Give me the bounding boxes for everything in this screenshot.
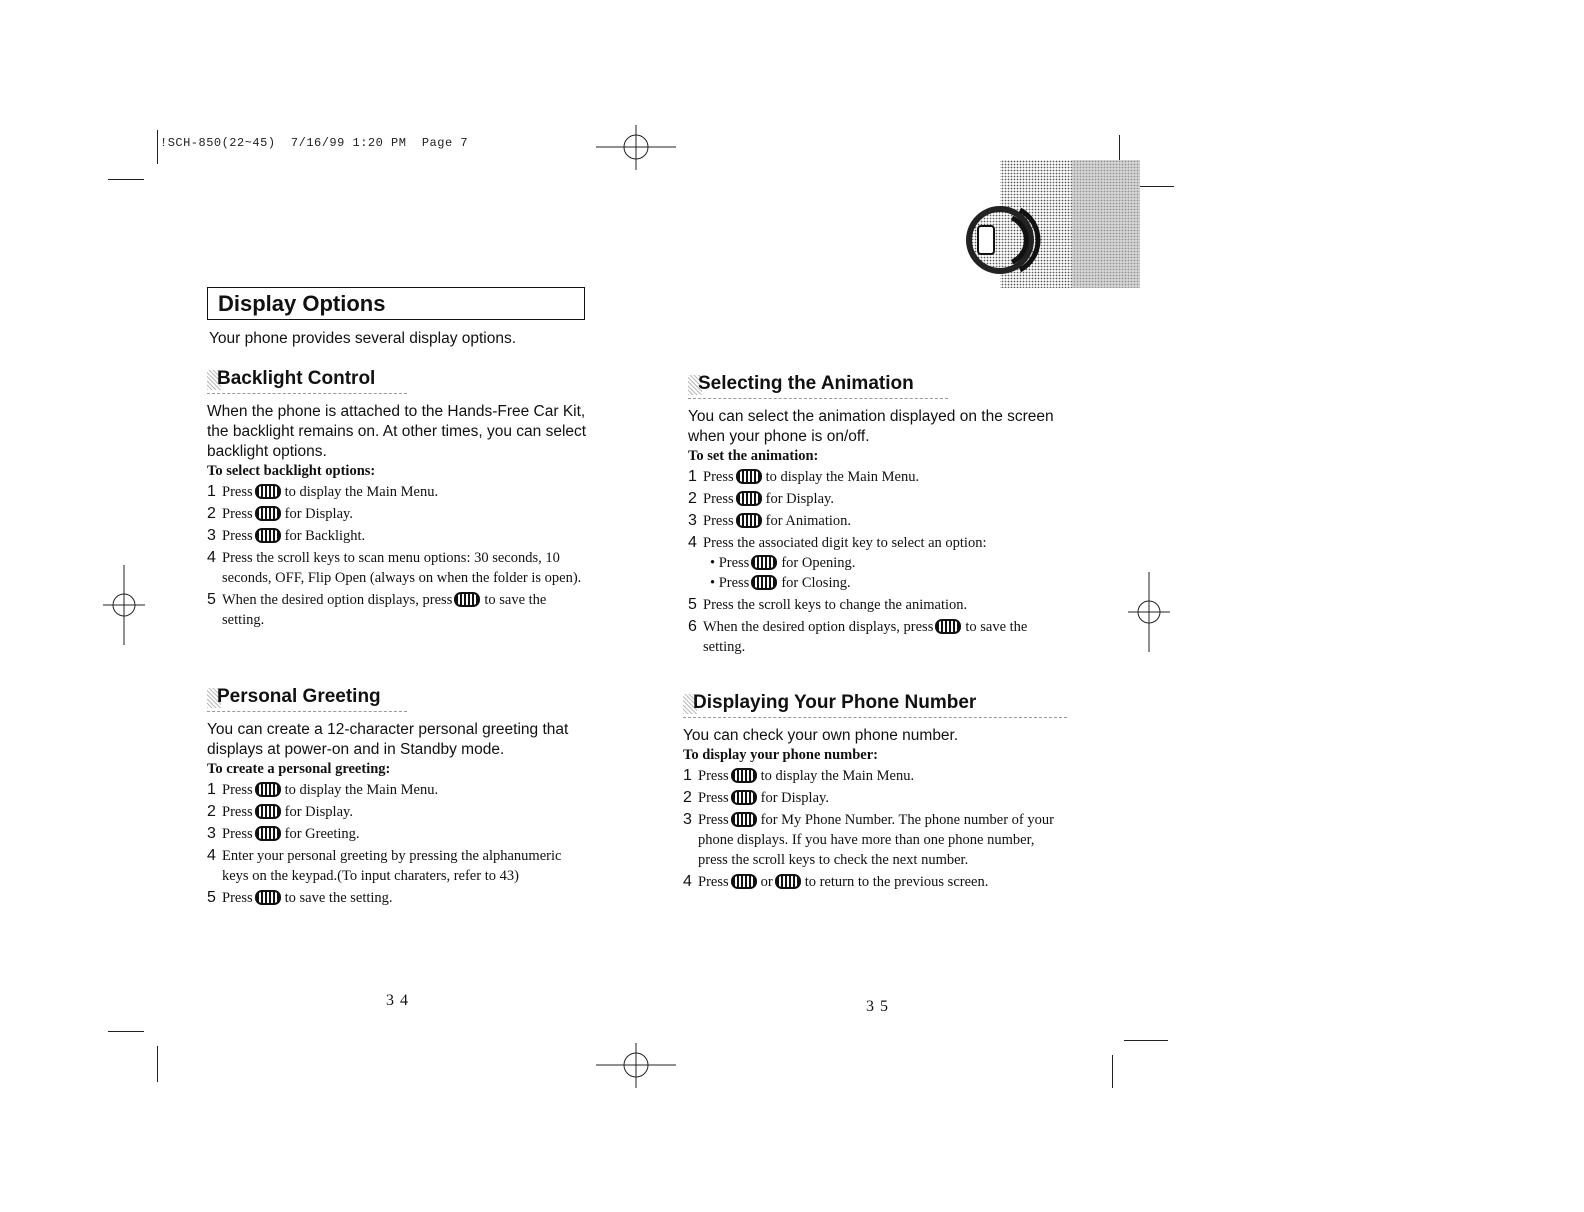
section-heading [207, 368, 407, 394]
bullet-item: • Press for Closing. [710, 575, 851, 591]
intro-text: Your phone provides several display options. [209, 330, 517, 347]
step-item: 5 When the desired option displays, press to save the setting. [207, 591, 547, 628]
step-item: 3 Press for Backlight. [207, 527, 366, 544]
section-heading [683, 692, 1067, 718]
crop-mark [157, 130, 158, 164]
step-item: 5 Press the scroll keys to change the animation. [688, 596, 968, 613]
page-title: Display Options [218, 290, 386, 316]
step-item: 3 Press for Animation. [688, 512, 852, 529]
page-number-right: 35 [866, 998, 894, 1015]
print-header: !SCH-850(22~45) 7/16/99 1:20 PM Page 7 [160, 136, 469, 150]
steps-heading: To create a personal greeting: [207, 761, 391, 777]
step-item: 3 Press for Greeting. [207, 825, 360, 842]
section-paragraph: You can check your own phone number. [683, 727, 959, 744]
registration-mark-top [596, 122, 676, 172]
digit-key-icon [255, 826, 281, 841]
section-heading [207, 686, 407, 712]
step-item: 2 Press for Display. [688, 490, 834, 507]
step-item: 1 Press to display the Main Menu. [688, 468, 920, 485]
bullet-item: • Press for Opening. [710, 555, 856, 571]
step-item: 1 Press to display the Main Menu. [207, 781, 439, 798]
digit-key-icon [731, 812, 757, 827]
digit-key-icon [751, 575, 777, 590]
menu-key-icon [255, 782, 281, 797]
section-heading [688, 373, 948, 399]
digit-key-icon [736, 491, 762, 506]
phone-display-graphic [962, 160, 1142, 290]
section-personal-greeting [207, 686, 587, 908]
clear-key-icon [775, 874, 801, 889]
store-key-icon [454, 592, 480, 607]
digit-key-icon [736, 513, 762, 528]
section-title: Personal Greeting [217, 686, 381, 707]
step-item: 2 Press for Display. [683, 789, 829, 806]
section-selecting-animation [688, 373, 1068, 657]
store-key-icon [935, 619, 961, 634]
menu-key-icon [736, 469, 762, 484]
section-paragraph: You can select the animation displayed on the screen when your phone is on/off. [688, 408, 1054, 445]
steps-heading: To select backlight options: [207, 463, 376, 479]
registration-mark-left [103, 565, 145, 645]
menu-key-icon [731, 768, 757, 783]
step-item: 5 Press to save the setting. [207, 889, 393, 906]
crop-mark [108, 1031, 144, 1032]
crop-mark [1124, 1040, 1168, 1041]
menu-key-icon [255, 484, 281, 499]
step-item: 6 When the desired option displays, press to save the setting. [688, 618, 1028, 655]
store-key-icon [255, 890, 281, 905]
section-phone-number [683, 692, 1063, 892]
step-item: 3 Press for My Phone Number. The phone number of your phone displays. If you have more than one phone number, press the scroll keys to check the next number. [683, 811, 1054, 868]
page-number-left: 34 [386, 992, 414, 1009]
section-backlight-control [207, 368, 587, 630]
section-title: Selecting the Animation [698, 373, 914, 394]
digit-key-icon [751, 555, 777, 570]
step-item: 4 Enter your personal greeting by pressing the alphanumeric keys on the keypad.(To input charaters, refer to 43) [207, 847, 562, 884]
section-title: Displaying Your Phone Number [693, 692, 977, 713]
step-item: 4 Press the associated digit key to select an option: [688, 534, 987, 551]
section-paragraph: When the phone is attached to the Hands-Free Car Kit, the backlight remains on. At other times, you can select backlight options. [207, 403, 587, 460]
step-item: 2 Press for Display. [207, 803, 353, 820]
steps-heading: To set the animation: [688, 448, 819, 464]
step-item: 4 Press or to return to the previous screen. [683, 873, 989, 890]
section-paragraph: You can create a 12-character personal greeting that displays at power-on and in Standby mode. [207, 721, 569, 758]
steps-heading: To display your phone number: [683, 747, 879, 763]
crop-mark [157, 1046, 158, 1082]
step-item: 2 Press for Display. [207, 505, 353, 522]
crop-mark [1112, 1055, 1113, 1088]
registration-mark-bottom [596, 1040, 676, 1090]
crop-mark [108, 179, 144, 180]
step-item: 1 Press to display the Main Menu. [683, 767, 915, 784]
section-title: Backlight Control [217, 368, 376, 389]
step-item: 4 Press the scroll keys to scan menu options: 30 seconds, 10 seconds, OFF, Flip Open (always on when the folder is open). [207, 549, 582, 586]
digit-key-icon [731, 790, 757, 805]
digit-key-icon [255, 528, 281, 543]
step-item: 1 Press to display the Main Menu. [207, 483, 439, 500]
digit-key-icon [255, 804, 281, 819]
registration-mark-right [1128, 572, 1170, 652]
store-key-icon [731, 874, 757, 889]
page-title-box [207, 287, 585, 320]
digit-key-icon [255, 506, 281, 521]
